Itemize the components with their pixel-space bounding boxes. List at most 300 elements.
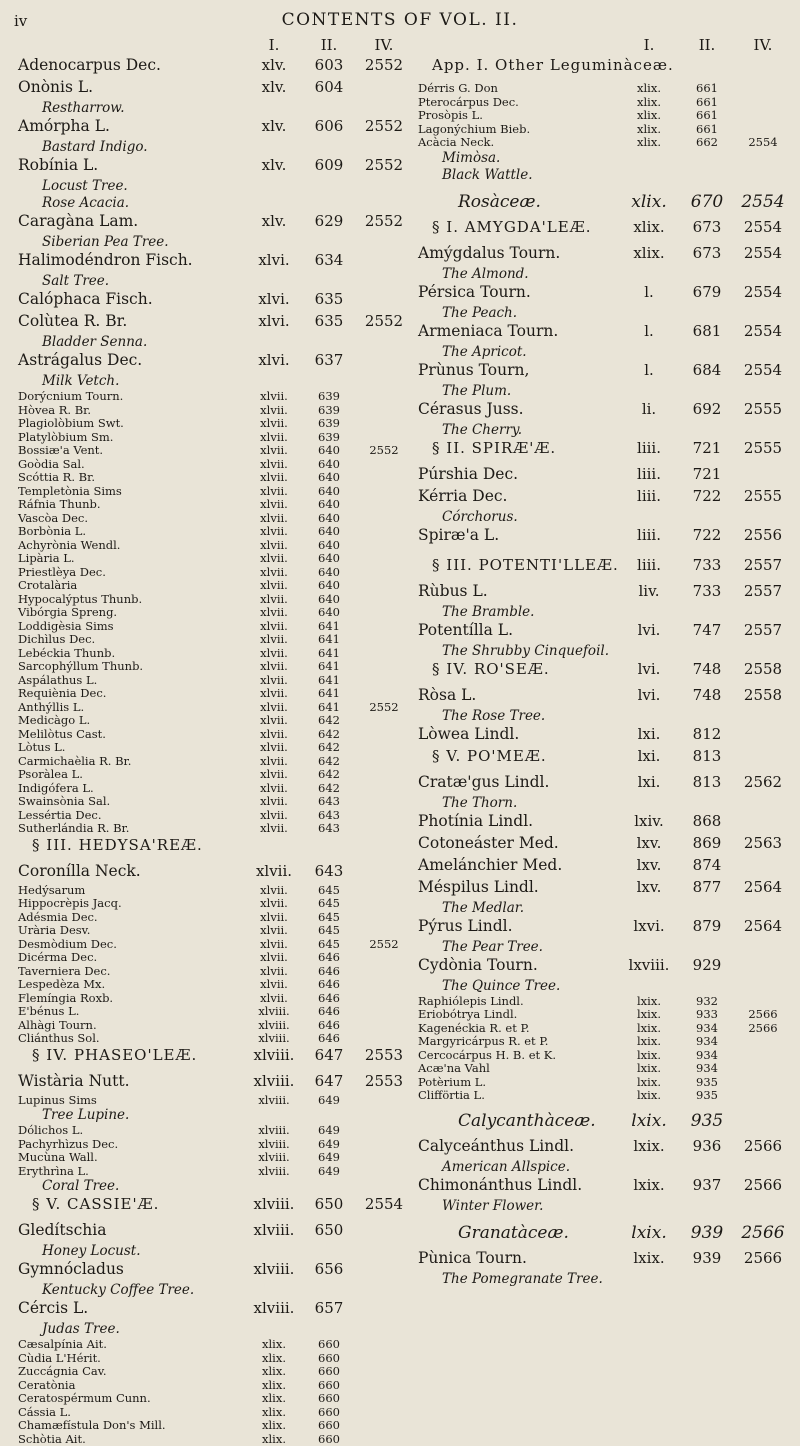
vol-i-ref: xlvii. [246,809,302,823]
entry-name: Hòvea R. Br. [18,404,91,418]
genus-entry [18,593,413,607]
vol-i-ref: liii. [616,556,682,574]
entry-name: Prùnus Tourn, [418,361,529,379]
vol-i-ref: lxviii. [616,956,682,974]
vol-ii-ref: 640 [303,552,355,566]
vol-ii-ref: 606 [303,117,355,135]
entry-name: Hedýsarum [18,884,85,898]
vol-ii-ref: 929 [680,956,734,974]
entry-name: Colùtea R. Br. [18,312,127,330]
vol-iv-ref: 2554 [736,218,790,236]
vol-i-ref: xlix. [246,1433,302,1446]
vol-ii-ref: 660 [303,1392,355,1406]
vol-ii-ref: 661 [680,123,734,137]
vol-ii-ref: 681 [680,322,734,340]
entry-name: Aspálathus L. [18,674,97,688]
entry-name: Locust Tree. [42,178,128,194]
vol-i-ref: xlvii. [246,862,302,880]
common-name [18,139,413,156]
col-header-right-2: II. [680,36,734,54]
vol-ii-ref: 642 [303,755,355,769]
vol-ii-ref: 660 [303,1379,355,1393]
common-name [418,643,790,660]
vol-iv-ref: 2555 [736,439,790,457]
entry-name: Dólichos L. [18,1124,83,1138]
vol-i-ref: lxi. [616,747,682,765]
vol-ii-ref: 640 [303,512,355,526]
vol-ii-ref: 645 [303,911,355,925]
vol-iv-ref: 2554 [736,136,790,150]
vol-i-ref: xlviii. [246,1046,302,1064]
vol-i-ref: xlix. [616,218,682,236]
genus-entry [18,647,413,661]
genus-entry [18,768,413,782]
vol-i-ref: xlvii. [246,525,302,539]
common-name [418,383,790,400]
vol-ii-ref: 646 [303,951,355,965]
vol-ii-ref: 874 [680,856,734,874]
common-name [18,234,413,251]
entry-name: Judas Tree. [42,1321,120,1337]
vol-ii-ref: 646 [303,965,355,979]
genus-entry [18,951,413,965]
entry-name: The Peach. [442,305,517,321]
vol-ii-ref: 935 [680,1076,734,1090]
entry-name: Wistària Nutt. [18,1072,130,1090]
vol-iv-ref: 2558 [736,660,790,678]
genus-entry [18,714,413,728]
entry-name: Potentílla L. [418,621,513,639]
vol-i-ref: xlvii. [246,606,302,620]
entry-name: The Plum. [442,383,511,399]
genus-entry [418,686,790,708]
entry-name: Desmòdium Dec. [18,938,117,952]
genus-entry [18,1379,413,1393]
genus-entry [418,621,790,643]
genus-entry [18,809,413,823]
vol-ii-ref: 660 [303,1433,355,1446]
common-name [18,100,413,117]
vol-ii-ref: 934 [680,1049,734,1063]
vol-i-ref: xlvi. [246,251,302,269]
vol-ii-ref: 650 [303,1195,355,1213]
genus-entry [418,1022,790,1036]
common-name [418,167,790,184]
genus-entry [418,1176,790,1198]
vol-ii-ref: 640 [303,458,355,472]
vol-ii-ref: 932 [680,995,734,1009]
genus-entry [18,417,413,431]
vol-iv-ref: 2553 [358,1072,410,1090]
genus-entry [18,674,413,688]
page-number: iv [14,12,27,30]
vol-ii-ref: 640 [303,444,355,458]
entry-name: Ròsa L. [418,686,476,704]
vol-ii-ref: 646 [303,978,355,992]
entry-name: The Almond. [442,266,529,282]
entry-name: § I. AMYGDA'LEÆ. [432,218,591,236]
entry-name: Rose Acacia. [42,195,129,211]
entry-name: Goòdia Sal. [18,458,85,472]
entry-name: Granatàceæ. [458,1223,569,1243]
genus-entry [418,773,790,795]
vol-ii-ref: 722 [680,526,734,544]
entry-name: Erythrìna L. [18,1165,89,1179]
genus-entry [18,312,413,334]
vol-ii-ref: 650 [303,1221,355,1239]
genus-entry [18,1352,413,1366]
genus-entry [18,579,413,593]
entry-name: Taverniera Dec. [18,965,110,979]
genus-entry [418,96,790,110]
genus-entry [18,978,413,992]
entry-name: Rosàceæ. [458,192,541,212]
vol-ii-ref: 603 [303,56,355,74]
entry-name: Ceratònia [18,1379,75,1393]
entry-name: Flemíngia Roxb. [18,992,113,1006]
entry-name: § V. CASSIE'Æ. [32,1195,159,1213]
entry-name: Sutherlándia R. Br. [18,822,129,836]
entry-name: Spiræ'a L. [418,526,499,544]
vol-ii-ref: 935 [680,1111,734,1131]
vol-ii-ref: 640 [303,525,355,539]
section-heading [418,439,790,465]
genus-entry [18,1392,413,1406]
section-heading [418,218,790,244]
vol-ii-ref: 660 [303,1338,355,1352]
vol-i-ref: xlviii. [246,1005,302,1019]
vol-i-ref: xlviii. [246,1195,302,1213]
entry-name: Amelánchier Med. [418,856,562,874]
genus-entry [18,1221,413,1243]
vol-ii-ref: 879 [680,917,734,935]
vol-ii-ref: 662 [680,136,734,150]
vol-ii-ref: 641 [303,660,355,674]
vol-i-ref: xlvii. [246,458,302,472]
vol-i-ref: xlvii. [246,579,302,593]
vol-ii-ref: 868 [680,812,734,830]
entry-name: Pterocárpus Dec. [418,96,519,110]
genus-entry [18,1165,413,1179]
section-heading [418,56,790,82]
vol-i-ref: xlviii. [246,1124,302,1138]
entry-name: E'bénus L. [18,1005,79,1019]
common-name [418,939,790,956]
genus-entry [18,1406,413,1420]
entry-name: Indigófera L. [18,782,94,796]
vol-ii-ref: 692 [680,400,734,418]
vol-i-ref: xlvii. [246,390,302,404]
entry-name: Coral Tree. [42,1178,119,1194]
genus-entry [18,404,413,418]
vol-i-ref: xlviii. [246,1299,302,1317]
vol-i-ref: xlvii. [246,444,302,458]
entry-name: Bossiæ'a Vent. [18,444,103,458]
vol-ii-ref: 637 [303,351,355,369]
entry-name: Lagonýchium Bieb. [418,123,530,137]
genus-entry [18,290,413,312]
common-name [418,266,790,283]
entry-name: Dérris G. Don [418,82,498,96]
vol-i-ref: xlv. [246,56,302,74]
vol-ii-ref: 937 [680,1176,734,1194]
vol-ii-ref: 640 [303,606,355,620]
vol-i-ref: xlvii. [246,593,302,607]
entry-name: Crotalària [18,579,77,593]
entry-name: The Rose Tree. [442,708,545,724]
vol-i-ref: lxv. [616,856,682,874]
genus-entry [18,566,413,580]
vol-iv-ref: 2556 [736,526,790,544]
entry-name: Medicàgo L. [18,714,90,728]
entry-name: The Pear Tree. [442,939,543,955]
vol-iv-ref: 2553 [358,1046,410,1064]
vol-i-ref: xlviii. [246,1072,302,1090]
genus-entry [418,400,790,422]
entry-name: Coronílla Neck. [18,862,141,880]
common-name [418,604,790,621]
vol-i-ref: xlvii. [246,951,302,965]
entry-name: Psoràlea L. [18,768,83,782]
vol-ii-ref: 647 [303,1046,355,1064]
entry-name: Robínia L. [18,156,98,174]
vol-i-ref: xlvii. [246,978,302,992]
section-heading [418,660,790,686]
vol-i-ref: xlviii. [246,1032,302,1046]
genus-entry [418,123,790,137]
genus-entry [18,431,413,445]
vol-i-ref: l. [616,322,682,340]
vol-i-ref: lxix. [616,1049,682,1063]
genus-entry [418,283,790,305]
entry-name: Calóphaca Fisch. [18,290,153,308]
vol-i-ref: xlix. [246,1419,302,1433]
vol-ii-ref: 869 [680,834,734,852]
entry-name: Cássia L. [18,1406,71,1420]
entry-name: Pùnica Tourn. [418,1249,527,1267]
vol-i-ref: lxvi. [616,917,682,935]
vol-i-ref: lvi. [616,660,682,678]
vol-ii-ref: 748 [680,686,734,704]
genus-entry [18,1124,413,1138]
vol-ii-ref: 660 [303,1352,355,1366]
vol-ii-ref: 673 [680,218,734,236]
order-heading [418,1111,790,1137]
vol-i-ref: xlvii. [246,674,302,688]
entry-name: Acæ'na Vahl [418,1062,490,1076]
vol-ii-ref: 813 [680,773,734,791]
vol-i-ref: xlvii. [246,897,302,911]
vol-iv-ref: 2564 [736,917,790,935]
vol-i-ref: xlix. [246,1352,302,1366]
vol-i-ref: lxix. [616,995,682,1009]
entry-name: Raphiólepis Lindl. [418,995,524,1009]
entry-name: Hypocalýptus Thunb. [18,593,142,607]
vol-iv-ref: 2555 [736,487,790,505]
vol-iv-ref: 2554 [358,1195,410,1213]
vol-i-ref: xlviii. [246,1151,302,1165]
genus-entry [418,1076,790,1090]
vol-i-ref: lxix. [616,1176,682,1194]
genus-entry [18,117,413,139]
genus-entry [18,795,413,809]
vol-ii-ref: 640 [303,498,355,512]
common-name [18,1107,413,1124]
entry-name: Méspilus Lindl. [418,878,539,896]
entry-name: Achyrònia Wendl. [18,539,120,553]
common-name [418,150,790,167]
vol-i-ref: xlvii. [246,633,302,647]
col-header-right-4: IV. [736,36,790,54]
vol-ii-ref: 656 [303,1260,355,1278]
genus-entry [18,485,413,499]
vol-ii-ref: 934 [680,1022,734,1036]
vol-ii-ref: 609 [303,156,355,174]
entry-name: Siberian Pea Tree. [42,234,169,250]
vol-ii-ref: 679 [680,283,734,301]
vol-i-ref: xlix. [616,109,682,123]
vol-i-ref: xlvii. [246,471,302,485]
vol-ii-ref: 660 [303,1419,355,1433]
vol-ii-ref: 646 [303,1019,355,1033]
col-header-left-4: IV. [358,36,410,54]
page-header [0,10,800,34]
genus-entry [18,1151,413,1165]
genus-entry [18,606,413,620]
vol-ii-ref: 639 [303,390,355,404]
vol-i-ref: xlvii. [246,924,302,938]
vol-ii-ref: 641 [303,701,355,715]
vol-ii-ref: 642 [303,741,355,755]
entry-name: Lòwea Lindl. [418,725,519,743]
genus-entry [18,78,413,100]
spacer [418,1215,790,1223]
vol-i-ref: xlvii. [246,417,302,431]
vol-ii-ref: 645 [303,897,355,911]
entry-name: Cydònia Tourn. [418,956,538,974]
vol-iv-ref: 2562 [736,773,790,791]
common-name [418,422,790,439]
vol-ii-ref: 643 [303,795,355,809]
entry-name: Mimòsa. [442,150,500,166]
order-heading [418,192,790,218]
vol-ii-ref: 639 [303,431,355,445]
vol-ii-ref: 640 [303,471,355,485]
vol-iv-ref: 2554 [736,283,790,301]
genus-entry [18,498,413,512]
entry-name: Sarcophýllum Thunb. [18,660,143,674]
vol-iv-ref: 2552 [358,117,410,135]
section-heading [18,836,413,862]
vol-i-ref: xlvii. [246,911,302,925]
right-column [418,56,790,1288]
genus-entry [18,56,413,78]
vol-i-ref: liv. [616,582,682,600]
vol-iv-ref: 2557 [736,621,790,639]
entry-name: Plagiolòbium Swt. [18,417,124,431]
genus-entry [18,525,413,539]
genus-entry [18,1338,413,1352]
vol-i-ref: xlix. [616,82,682,96]
entry-name: The Cherry. [442,422,522,438]
entry-name: Lòtus L. [18,741,65,755]
vol-ii-ref: 661 [680,82,734,96]
genus-entry [18,1019,413,1033]
vol-ii-ref: 733 [680,582,734,600]
running-title: CONTENTS OF VOL. II. [0,10,800,30]
entry-name: Prosòpis L. [418,109,483,123]
vol-i-ref: lxix. [616,1022,682,1036]
vol-ii-ref: 877 [680,878,734,896]
entry-name: Templetònia Sims [18,485,122,499]
entry-name: Chimonánthus Lindl. [418,1176,582,1194]
entry-name: Zuccágnia Cav. [18,1365,107,1379]
entry-name: Kentucky Coffee Tree. [42,1282,194,1298]
vol-ii-ref: 649 [303,1165,355,1179]
genus-entry [18,782,413,796]
vol-iv-ref: 2554 [736,361,790,379]
vol-ii-ref: 643 [303,822,355,836]
vol-i-ref: xlvi. [246,290,302,308]
vol-i-ref: xlvii. [246,701,302,715]
genus-entry [18,512,413,526]
vol-i-ref: xlvii. [246,404,302,418]
section-heading [18,1195,413,1221]
common-name [18,1282,413,1299]
entry-name: § III. POTENTI'LLEÆ. [432,556,619,574]
genus-entry [18,1299,413,1321]
vol-iv-ref: 2566 [736,1249,790,1267]
vol-iv-ref: 2566 [736,1176,790,1194]
entry-name: Onònis L. [18,78,93,96]
spacer [418,1103,790,1111]
vol-iv-ref: 2552 [358,938,410,952]
entry-name: Adésmia Dec. [18,911,98,925]
entry-name: Lessértia Dec. [18,809,101,823]
vol-i-ref: xlix. [246,1365,302,1379]
vol-ii-ref: 604 [303,78,355,96]
common-name [418,708,790,725]
common-name [418,1271,790,1288]
entry-name: Astrágalus Dec. [18,351,142,369]
vol-ii-ref: 641 [303,633,355,647]
entry-name: Cùdia L'Hérit. [18,1352,101,1366]
vol-i-ref: xlv. [246,117,302,135]
vol-i-ref: xlviii. [246,1138,302,1152]
vol-i-ref: lxix. [616,1223,682,1243]
vol-i-ref: xlvii. [246,728,302,742]
vol-ii-ref: 640 [303,579,355,593]
vol-ii-ref: 634 [303,251,355,269]
vol-ii-ref: 733 [680,556,734,574]
vol-i-ref: lxix. [616,1249,682,1267]
vol-i-ref: xlix. [246,1338,302,1352]
genus-entry [18,687,413,701]
entry-name: Cotoneáster Med. [418,834,559,852]
vol-iv-ref: 2564 [736,878,790,896]
genus-entry [18,992,413,1006]
entry-name: Púrshia Dec. [418,465,518,483]
genus-entry [18,965,413,979]
genus-entry [418,834,790,856]
entry-name: Pérsica Tourn. [418,283,531,301]
entry-name: Lipària L. [18,552,75,566]
vol-iv-ref: 2566 [736,1223,790,1243]
entry-name: Restharrow. [42,100,125,116]
common-name [18,195,413,212]
entry-name: Rùbus L. [418,582,488,600]
col-header-right-1: I. [616,36,682,54]
